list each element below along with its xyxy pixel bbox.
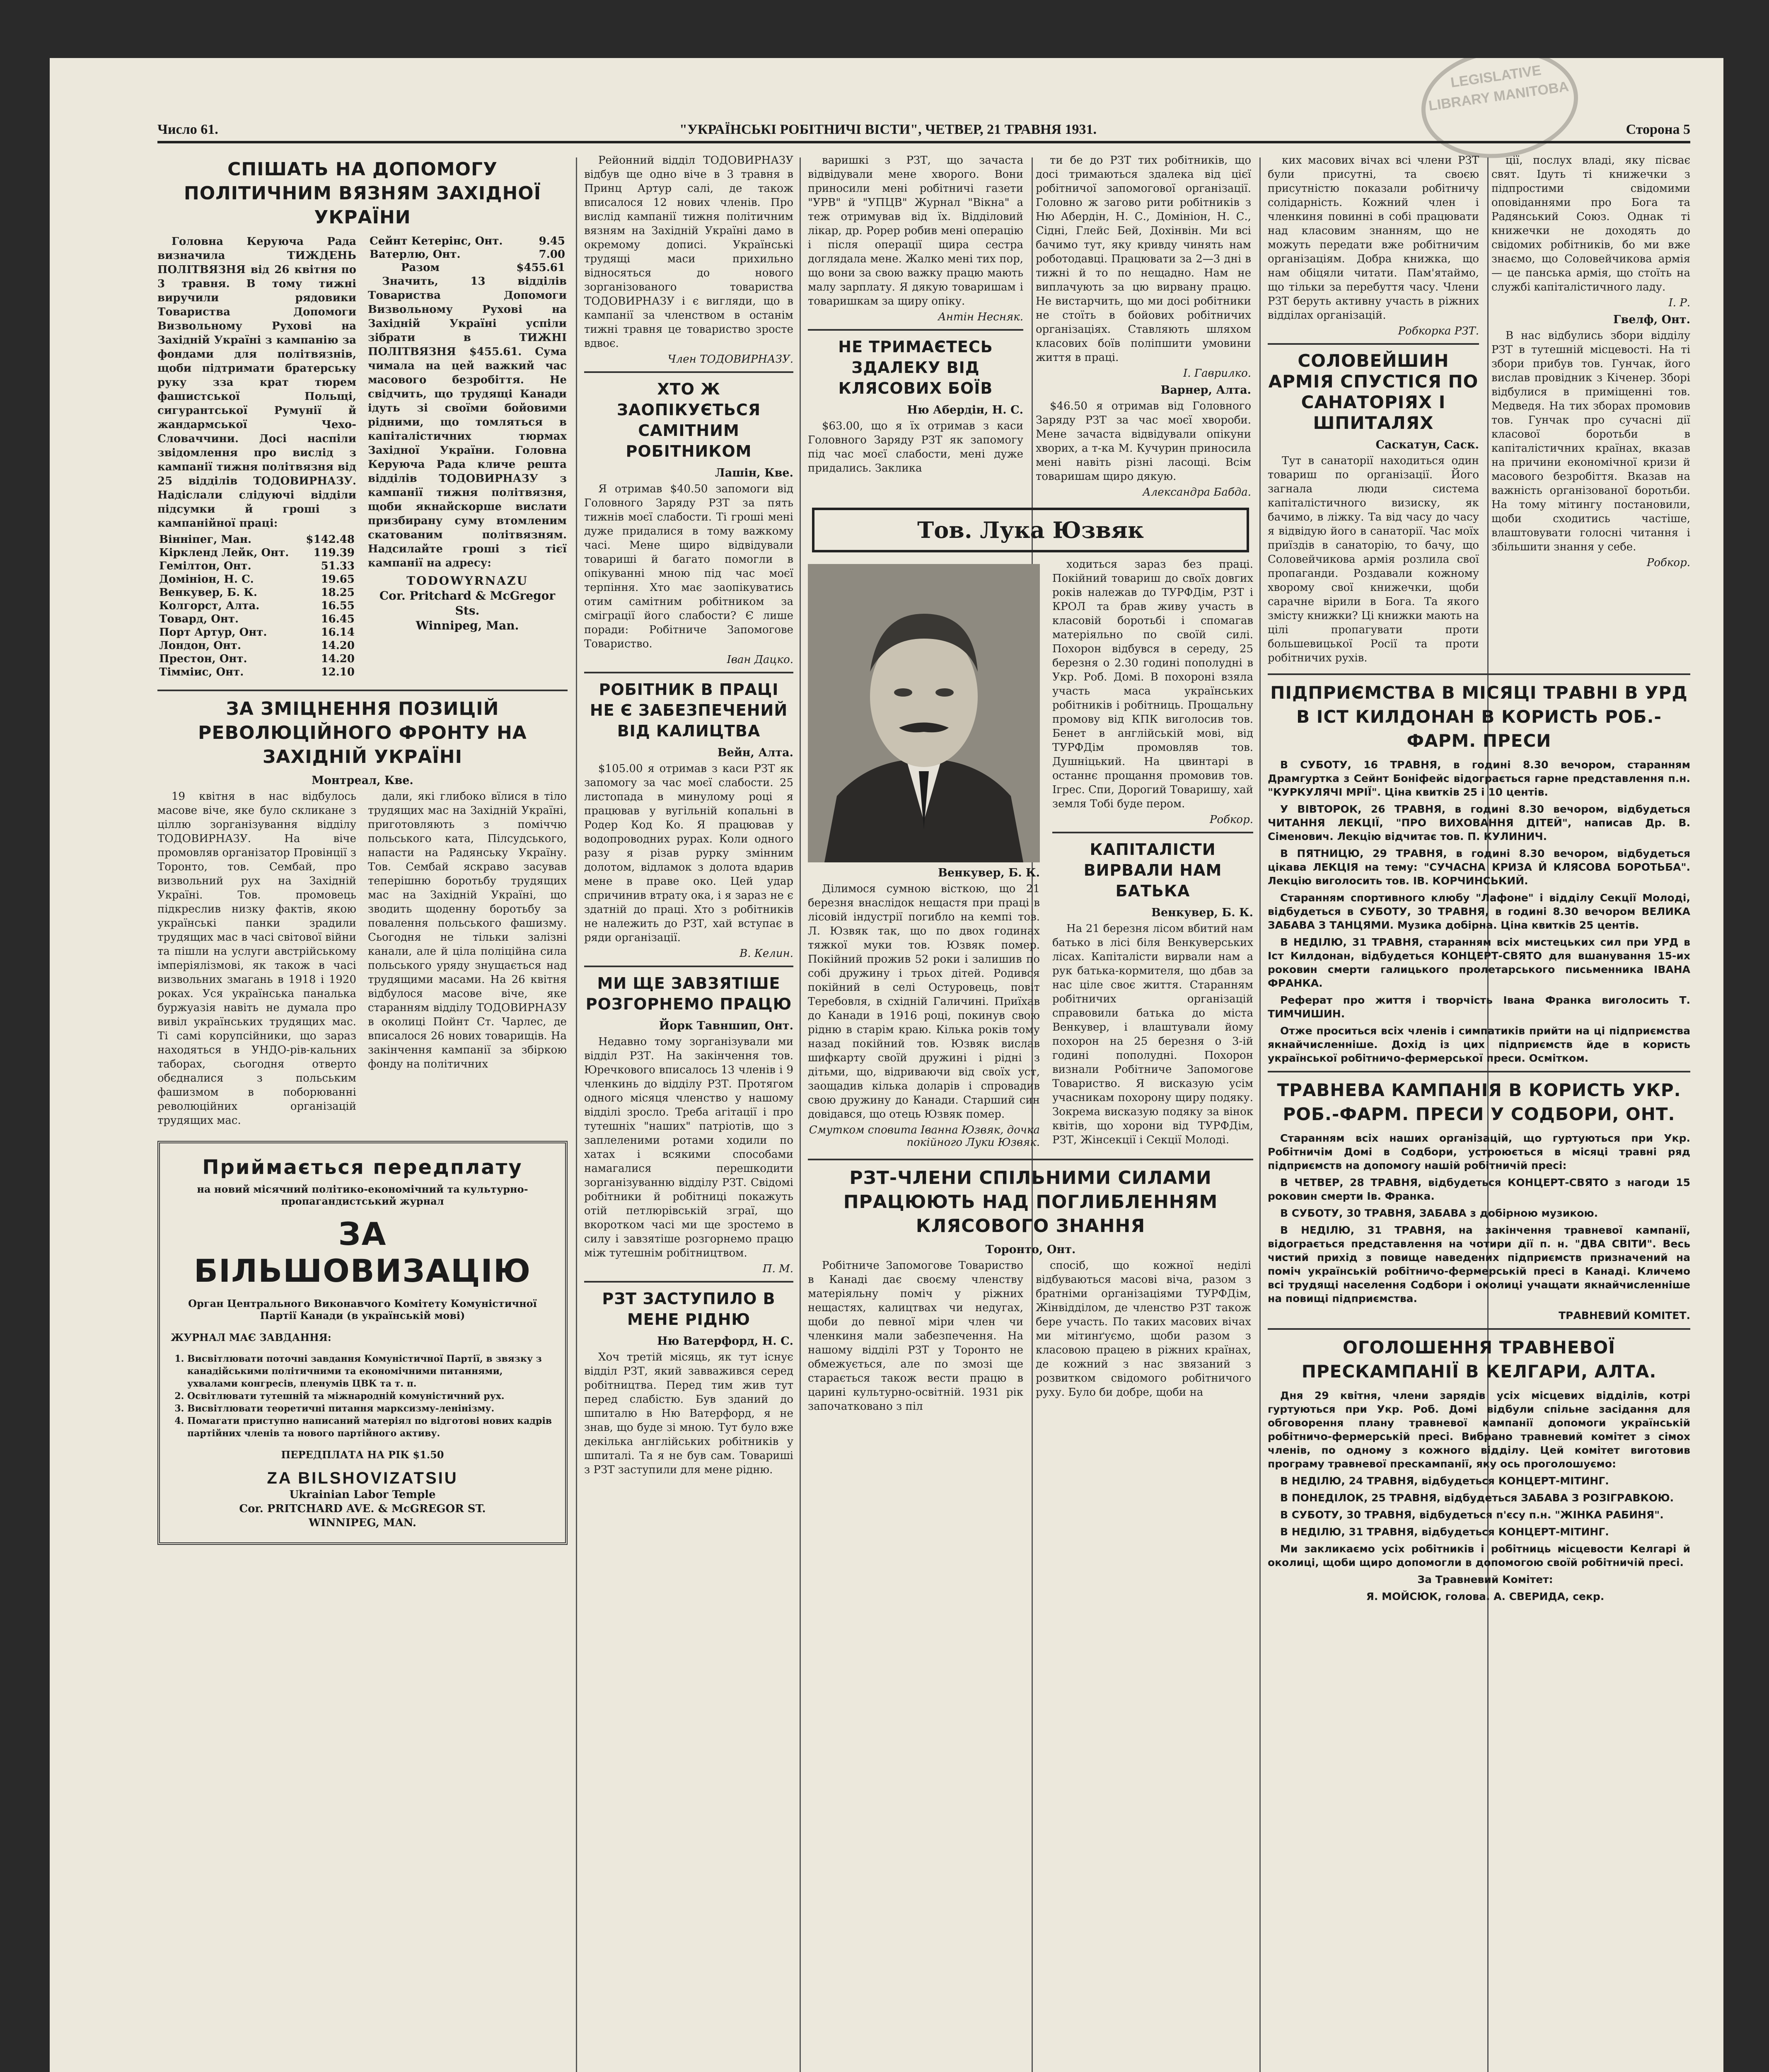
signature: Член ТОДОВИРНАЗУ.	[667, 353, 793, 366]
ad-task: 2. Освітлювати тутешній та міжнародній комуністичний рух.	[187, 1390, 554, 1402]
announcement-line: В ЧЕТВЕР, 28 ТРАВНЯ, відбудеться КОНЦЕРТ-СВЯТО з нагоди 15 роковин смерти Ів. Франка.	[1268, 1176, 1690, 1202]
article-text: Рейонний відділ ТОДОВИРНАЗУ відбув ще одно віче в 3 травня в Принц Артур салі, де також вписалося 12 нових членів. Про вислід кампанії тижня політичним вязням на Західній Україні дамо в окремому дописі. Українські трудящі маси прихильно відносяться до нового зорганізованого товариства ТОДОВИРНАЗУ і є вигляди, що в кампанії за членством в останім тижні травня це товариство зросте вдвоє.	[584, 154, 793, 350]
announcement-line: Ми закликаємо усіх робітників і робітниць місцевости Келгарі й околиці, щоби щиро допомогли в допомогою своїй робітничій пресі.	[1268, 1543, 1690, 1569]
article-text: Значить, 13 відділів Товариства Допомоги Визвольному Рухові на Західній Україні успіли зібрати в ТИЖНІ ПОЛІТВЯЗНЯ $455.61. Сума чимала на цей важкий час масового безробіття. Не свідчить, що трудящі Канади ідуть зі своїми бойовими рідними, що томляться в капіталістичних тюрмах Західної України. Головна Керуюча Рада кличе решта відділів ТОДОВИРНАЗУ з кампанії тижня політвязня, щоби якнайскорше вислати призбирану суму втомленим скатованим політвязням. Надсилайте гроші з тієї кампанії на адресу:	[368, 275, 567, 569]
headline: РОБІТНИК В ПРАЦІ НЕ Є ЗАБЕЗПЕЧЕНИЙ ВІД КАЛИЦТВА	[590, 680, 788, 740]
donation-amount: 119.39	[313, 547, 355, 559]
announcement-line: В НЕДІЛЮ, 31 ТРАВНЯ, старанням всіх мистецьких сил при УРД в Іст Килдонан, відбудеться КОНЦЕРТ-СВЯТО для вшанування 15-их роковин смерти галицького пролетарського письменника ІВАНА ФРАНКА.	[1268, 936, 1690, 989]
article-text: варишкі з РЗТ, що зачаста відвідували мене хворого. Вони приносили мені робітничі газети "УРВ" й "УПЦВ" Журнал "Вікна" а теж отримував від їх. Відділовий лікар, др. Рорер робив мені операцію і після операції щира сестра доглядала мене. Жалко мені тих пор, що вони за свою важку працю мають малу зарплату. Я дякую товаришам і товаришкам за щиру опіку.	[808, 154, 1023, 307]
address-line: Cor. Pritchard & McGregor Sts.	[379, 589, 556, 617]
article-text: Головна Керуюча Рада визначила ТИЖДЕНЬ ПОЛІТВЯЗНЯ від 26 квітня по 3 травня. В тому тижні виручили рядовики Товариства Допомоги Визвольному Рухові на Західній Україні з кампанію за фондами для політвязнів, щоби підтримати братерську руку зза крат тюрем фашистської Польщі, сигурантської Румунії й жандармської Чехо-Словаччини. Досі наспіли звідомлення про вислід з кампанії тижня політвязня від 25 відділів ТОДОВИРНАЗУ. Надіслали слідуючі відділи підсумки й гроші з кампанійної праці:	[157, 235, 356, 530]
donation-amount: 14.20	[321, 653, 355, 665]
signature: Смутком сповита Іванна Юзвяк, дочка покійного Луки Юзвяк.	[809, 1124, 1040, 1149]
signature: Робкорка РЗТ.	[1398, 325, 1479, 337]
article-text: $46.50 я отримав від Головного Заряду РЗТ за час моєї хвороби. Мене зачаста відвідували опікуни хворих, а т-ка М. Кучурин приносила мені навіть різні ласощі. Всім товаришам щиро дякую.	[1036, 400, 1251, 483]
donation-amount: 16.45	[321, 613, 355, 625]
column-rule	[800, 157, 801, 2072]
donation-row	[157, 666, 356, 679]
ad-latin-title: ZA BILSHOVIZATSIU	[267, 1469, 458, 1487]
donation-row	[157, 639, 356, 652]
announcement-line: В СУБОТУ, 16 ТРАВНЯ, в годині 8.30 вечором, старанням Драмгуртка з Сейнт Боніфейс відограється гарне представлення п.н. "КУРКУЛЯЧІ МРІЇ". Ціна квитків 25 і 10 центів.	[1268, 759, 1690, 798]
ad-task: 1. Висвітлювати поточні завдання Комуністичної Партії, в звязку з канадійськими політичними та економічними питаннями, ухвалами конгресів, пленумів ЦВК та т. п.	[187, 1353, 554, 1390]
donation-amount: 9.45	[539, 235, 565, 247]
dateline: Лашін, Кве.	[715, 467, 793, 479]
announcement-line: В НЕДІЛЮ, 24 ТРАВНЯ, відбудеться КОНЦЕРТ-МІТИНГ.	[1280, 1475, 1609, 1487]
ad-journal-org: Орган Центрального Виконавчого Комітету Комуністичної Партії Канади (в українській мові)	[188, 1297, 537, 1322]
announcement-line: В СУБОТУ, 30 ТРАВНЯ, ЗАБАВА з добірною музикою.	[1280, 1207, 1598, 1219]
donation-row	[157, 533, 356, 546]
address-line: Winnipeg, Man.	[416, 619, 519, 632]
newspaper-page	[50, 58, 1723, 2072]
headline: ОГОЛОШЕННЯ ТРАВНЕВОЇ ПРЕСКАМПАНІЇ В КЕЛГАРИ, АЛТА.	[1301, 1337, 1657, 1382]
dateline: Ню Ватерфорд, Н. С.	[657, 1335, 793, 1348]
dateline: Варнер, Алта.	[1160, 384, 1251, 397]
donation-amount: 7.00	[539, 248, 565, 261]
donation-amount: 51.33	[321, 560, 355, 572]
article-text-cont: спосіб, що кожної неділі відбуваються масові віча, разом з братніми організаціями ТУРФДім, Жінвідділом, де членство РЗТ також бере участь. По таких масових вічах ми мітинґуємо, щоби разом з класовою працею в ріжних країнах, де кожний з нас звязаний з розвитком свідомого робітничого руху. Було би добре, щоби на	[1036, 1259, 1251, 1399]
ad-price: ПЕРЕДПЛАТА НА РІК $1.50	[281, 1449, 444, 1461]
donation-amount: 12.10	[321, 666, 355, 678]
dateline: Вейн, Алта.	[717, 746, 793, 759]
ad-task: 3. Висвітлювати теоретичні питання марксизму-ленінізму.	[187, 1402, 554, 1415]
donation-branch: Порт Артур, Онт.	[159, 626, 267, 639]
portrait-image	[808, 564, 1040, 862]
announcement-line: Дня 29 квітня, члени зарядів усіх місцевих відділів, котрі гуртуються при Укр. Роб. Домі відбули спільне засідання для обговорення плану травневої кампанії допомоги українській робітничо-фермерській пресі. Вибрано травневий комітет з сімох членів, по одному з кожного відділу. Цей комітет виготовив програму травневої прескампанії, яку ось проголошуємо:	[1268, 1389, 1690, 1470]
separator	[157, 690, 568, 691]
donation-row	[157, 626, 356, 639]
page-number: Сторона 5	[1626, 122, 1690, 137]
headline: ХТО Ж ЗАОПІКУЄТЬСЯ САМІТНИМ РОБІТНИКОМ	[617, 380, 761, 460]
separator	[808, 1159, 1253, 1160]
announcement-line: Старанням всіх наших організацій, що гуртуються при Укр. Робітничім Домі в Содбори, устроюється в місяці травні ряд підприємств на допомогу нашій робітничій пресі:	[1268, 1132, 1690, 1172]
headline: МИ ЩЕ ЗАВЗЯТІШЕ РОЗГОРНЕМО ПРАЦЮ	[585, 974, 792, 1013]
article-text: В нас відбулись збори відділу РЗТ в тутешній місцевості. На ті збори прибув тов. Гунчак, його вислав провідник з Кіченер. Зборі відбулися в приміщенні тов. Медведя. На тих зборах промовив тов. Гунчак про сучасні дії класової боротьби в капіталістичних країнах, вказав на причини економічної кризи й масового безробіття. Вказав на важність організованої боротьби. На тому мітингу постановили, щоби сходитись частіше, влаштовувати голосні читання і збільшити знання у себе.	[1491, 329, 1690, 553]
dateline: Ню Абердін, Н. С.	[907, 404, 1023, 416]
article-text: Робітниче Запомогове Товариство в Канаді дає своєму членству матеріяльну поміч у ріжних нещастях, калицтвах чи недугах, щоби до певної міри член чи членкиня мали забезпечення. На нашому відділі РЗТ у Торонто не обмежується, але по змозі ще старається також вести працю в царині культурно-освітній. 1931 рік започатковано з піл	[808, 1259, 1023, 1413]
signature: Александра Бабда.	[1143, 486, 1251, 499]
headline: НЕ ТРИМАЄТЕСЬ ЗДАЛЕКУ ВІД КЛЯСОВИХ БОЇВ	[838, 338, 993, 397]
article-text: $105.00 я отримав з каси РЗТ як запомогу за час моєї слабости. 25 листопада в минулому році я працював у вугільній копальні в Родер Код Ко. Я працював у водопроводних рурах. Коли одного разу я різав рурку змінним долотом, відламок з долота вдарив мене в праве око. Цей удар спричинив втрату ока, і я зараз не є здатній до праці. Хто з робітників не належить до РЗТ, хай вступає в ряди організації.	[584, 762, 793, 944]
ad-subheading: на новий місячний політико-економічний та культурно-пропагандистський журнал	[197, 1183, 528, 1207]
donation-amount: 16.14	[321, 626, 355, 639]
dateline: Монтреал, Кве.	[312, 774, 413, 787]
issue-number: Число 61.	[157, 122, 218, 137]
donation-row	[368, 235, 567, 248]
donation-amount: 18.25	[321, 586, 355, 599]
donation-list-cont	[368, 235, 567, 261]
article-text: ції, послух владі, яку пісває свят. Ідуть ті книжечки з підпростими свідомими оповіданнями про Бога та Радянський Союз. Однак ті книжечки не доходять до свідомих робітників, бо ми вже знаємо, що Соловейчикова армія — це панська армія, що стоїть на службі капіталістичного ладу.	[1491, 154, 1690, 293]
donation-row	[157, 546, 356, 559]
announcement-line: ТРАВНЕВИЙ КОМІТЕТ.	[1559, 1310, 1690, 1322]
dateline: Гвелф, Онт.	[1613, 313, 1690, 326]
article-text: Тут в санаторії находиться один товариш по організації. Його загнала люди система капіталістичного визиску, як бачимо, в ліжку. Та від часу до часу я відвідую його в санаторії. Час моїх приїздів в санаторію, то бачу, що Соловейчикова армія розлила свої пропаганди. Роздавали кожному хворому свої книжечки, щоби сарачне вірили в Бога. Та якого змісту книжки? Ці книжки мають на цілі пропагувати проти большевицької Росії та проти робітничих рухів.	[1268, 455, 1479, 664]
headline: РЗТ-ЧЛЕНИ СПІЛЬНИМИ СИЛАМИ ПРАЦЮЮТЬ НАД ПОГЛИБЛЕННЯМ КЛЯСОВОГО ЗНАННЯ	[843, 1167, 1218, 1237]
columns-4-5	[808, 153, 1253, 2072]
announcement-sudbury	[1268, 1078, 1690, 1322]
separator	[584, 672, 793, 673]
separator	[1268, 1071, 1690, 1072]
donation-branch: Вінніпег, Ман.	[159, 533, 252, 546]
announcement-line: Отже проситься всіх членів і симпатиків прийти на ці підприємства якнайчисленніше. Дохід із цих підприємств йде в користь української робітничо-фермерської преси. Осмітком.	[1268, 1025, 1690, 1064]
donation-branch: Сейнт Кетерінс, Онт.	[370, 235, 503, 247]
headline: РЗТ ЗАСТУПИЛО В МЕНЕ РІДНЮ	[602, 1290, 776, 1329]
article-text: ти бе до РЗТ тих робітників, що досі тримаються здалека від цієї робітничої запомогової організації. Головно ж загово рити робітників з Ню Абердін, Н. С., Домініон, Н. С., Сідні, Глейс Бей, Дохінвін. Ми всі бачимо тут, яку кривду чинять нам роботодавці. Працювати за 2—3 дні в тижні й то по нещадно. Нам не виплачують за цю вирвану працю. Не вистарчить, що ми досі робітники не стоїть в бойових робітничих організаціях. Ставляють шляхом класових боїв поліпшити умовини життя в праці.	[1036, 154, 1251, 364]
article-text-cont: дали, які глибоко вїлися в тіло трудящих мас на Західній Україні, приготовляють з поміччю польського ката, Пілсудського, напасти на Радянську Україну. Тов. Сембай яскраво засував теперішню боротьбу трудящих мас на Західній Україні, що зводить щоденну боротьбу за повалення польського фашизму. Сьогодня не тільки залізні канали, але й ціла поліційна сила польського уряду знущається над трудящими масами. На 26 квітня відбулося масове віче, яке старанням відділу ТОДОВИРНАЗУ в околиці Пойнт Ст. Чарлес, де вписалося 26 нових товарищів. На закінчення кампанії за збіркою фонду на політичних	[368, 790, 567, 1070]
ad-task: 4. Помагати приступно написаний матеріял по відготові нових кадрів партійних членів та нового партійного активу.	[187, 1415, 554, 1440]
ad-address: Ukrainian Labor Temple	[289, 1489, 436, 1501]
mailing-address	[368, 574, 567, 633]
headline: КАПІТАЛІСТИ ВИРВАЛИ НАМ БАТЬКА	[1083, 840, 1222, 900]
article-text: Я отримав $40.50 запомоги від Головного Заряду РЗТ за пять тижнів моєї слабости. Ті гроші мені дуже придалися в тому важкому часі. Мене щиро відвідували товариші й багато помогли в опікуванні мною під час моєї терпіння. Хто має заопікуватись отим самітним робітником за сміграції його слабости? Є лише поради: Робітниче Запомогове Товариство.	[584, 483, 793, 650]
article-political-prisoners	[157, 157, 568, 679]
left-columns	[157, 153, 568, 2072]
signature: Антін Несняк.	[938, 311, 1023, 323]
portrait-photo	[808, 564, 1040, 862]
donation-row	[157, 573, 356, 586]
separator	[1268, 343, 1479, 345]
announcement-line: В НЕДІЛЮ, 31 ТРАВНЯ, відбудеться КОНЦЕРТ-МІТИНГ.	[1280, 1526, 1609, 1538]
signature: П. М.	[762, 1263, 793, 1275]
column-3	[584, 153, 793, 2072]
donation-branch: Кіркленд Лейк, Онт.	[159, 547, 289, 559]
headline: ПІДПРИЄМСТВА В МІСЯЦІ ТРАВНІ В УРД В ІСТ КИЛДОНАН В КОРИСТЬ РОБ.-ФАРМ. ПРЕСИ	[1270, 683, 1688, 751]
signature: Робкор.	[1646, 557, 1690, 569]
signature: Робкор.	[1209, 813, 1253, 826]
separator	[1268, 673, 1690, 675]
headline: СПІШАТЬ НА ДОПОМОГУ ПОЛІТИЧНИМ ВЯЗНЯМ ЗАХІДНОЇ УКРАЇНИ	[184, 159, 541, 228]
separator	[584, 1281, 793, 1283]
separator	[1052, 832, 1253, 833]
announcement-line: Старанням спортивного клюбу "Лафоне" і відділу Секції Молоді, відбудеться в СУБОТУ, 30 ТРАВНЯ, в годині 8.30 вечором ВЕЛИКА ЗАБАВА З ТАНЦЯМИ. Музика добірна. Ціна квитків 25 центів.	[1268, 892, 1690, 931]
obituary-banner: Тов. Лука Юзвяк	[812, 508, 1249, 552]
newspaper-title: "УКРАЇНСЬКІ РОБІТНИЧІ ВІСТИ", ЧЕТВЕР, 21 ТРАВНЯ 1931.	[679, 122, 1097, 137]
library-stamp: LEGISLATIVE LIBRARY MANITOBA	[1414, 58, 1585, 168]
dateline: Торонто, Онт.	[985, 1243, 1076, 1256]
separator	[1268, 1328, 1690, 1330]
announcement-line: В СУБОТУ, 30 ТРАВНЯ, відбудеться п'єсу п.н. "ЖІНКА РАБИНЯ".	[1280, 1509, 1664, 1521]
announcement-line: В ПОНЕДІЛОК, 25 ТРАВНЯ, відбудеться ЗАБАВА З РОЗІГРАВКОЮ.	[1280, 1492, 1674, 1504]
announcement-line: В НЕДІЛЮ, 31 ТРАВНЯ, на закінчення травневої кампанії, відограється представлення на чотири дії п. н. "ДВА СВІТИ". Весь чистий прихід з повище наведених підприємств призначений на поміч українській робітничо-фермерській пресі в Канаді. Кличемо всі трудящі населення Содбори і околиці учащати якнайчисленніше на повищі підприємства.	[1268, 1224, 1690, 1305]
total-amount: $455.61	[516, 261, 565, 274]
announcement-line: За Травневий Комітет:	[1417, 1573, 1553, 1585]
ad-tasks-label: ЖУРНАЛ МАЄ ЗАВДАННЯ:	[171, 1331, 331, 1343]
donation-branch: Ватерлю, Онт.	[370, 248, 461, 261]
article-text: Ділимося сумною вісткою, що 21 березня внаслідок нещастя при праці в лісовій індустрії погибло на кемпі тов. Л. Юзвяк так, що по двох годинах тяжкої муки тов. Юзвяк помер. Покійний прожив 52 роки і залишив по собі дружину і трьох дітей. Родився покійний в селі Остуровець, повіт Теребовля, в східній Галичині. Приїхав до Канади в 1916 році, покинув свою рідню в старім краю. Кілька років тому назад покійний тов. Юзвяк вислав шифкарту своїй дружині і рідні з дітьми, що, відриваючи від своїх уст, заощадив кілька доларів і спровадив свою дружину до Канади. Старший син довідався, що отець Юзвяк помер.	[808, 883, 1040, 1121]
announcement-line: В ПЯТНИЦЮ, 29 ТРАВНЯ, в годині 8.30 вечором, відбудеться цікава ЛЕКЦІЯ на тему: "СУЧАСНА КРИЗА Й КЛЯСОВА БОРОТЬБА". Лекцію виголосить тов. ІВ. КОРЧИНСЬКИЙ.	[1268, 847, 1690, 887]
donation-amount: 14.20	[321, 639, 355, 652]
donation-row	[157, 612, 356, 626]
page-header	[157, 116, 1690, 143]
ad-task-list	[171, 1353, 554, 1440]
announcement-line: Я. МОЙСЮК, голова. А. СВЕРИДА, секр.	[1366, 1590, 1605, 1602]
photo-caption: Венкувер, Б. К.	[938, 867, 1040, 879]
donation-total	[368, 261, 567, 274]
separator	[584, 371, 793, 373]
announcement-east-kildonan	[1268, 681, 1690, 1065]
headline: ТРАВНЕВА КАМПАНІЯ В КОРИСТЬ УКР. РОБ.-ФАРМ. ПРЕСИ У СОДБОРИ, ОНТ.	[1277, 1080, 1681, 1124]
article-text: Хоч третій місяць, як тут існує відділ РЗТ, який завважився серед робітництва. Перед тим жив тут перед слабістю. Був зданий до шпиталю в Ню Ватерфорд, я не знав, що буде зі мною. Тут було вже декілька англійських робітників у шпиталі. Та я не був сам. Товариші з РЗТ заступили для мене рідню.	[584, 1351, 793, 1476]
donation-branch: Престон, Онт.	[159, 653, 247, 665]
donation-branch: Товард, Онт.	[159, 613, 239, 625]
donation-list	[157, 533, 356, 679]
subscription-ad	[157, 1141, 568, 1545]
donation-branch: Венкувер, Б. К.	[159, 586, 257, 599]
donation-amount: $142.48	[306, 533, 355, 546]
total-label: Разом	[401, 261, 440, 274]
signature: В. Келин.	[740, 947, 793, 960]
column-rule	[1259, 157, 1261, 2072]
announcement-calgary	[1268, 1336, 1690, 1603]
dateline: Йорк Тавншип, Онт.	[659, 1019, 793, 1032]
ad-journal-title: ЗА БІЛЬШОВИЗАЦІЮ	[193, 1215, 532, 1289]
donation-amount: 16.55	[321, 600, 355, 612]
donation-branch: Тімміис, Онт.	[159, 666, 244, 678]
signature: І. Р.	[1668, 297, 1690, 309]
article-text: ходиться зараз без праці. Покійний товариш до своїх довгих років належав до ТУРФДім, РЗТ і КРОЛ та брав живу участь в класовій боротьбі і спомагав матеріяльно по своїй силі. Похорон відбувся в середу, 25 березня о 2.30 годині пополудні в Укр. Роб. Домі. В похороні взяла участь маса українських робітників і робітниць. Прощальну промову від КПК виголосив тов. Бенет в англійській мові, від ТУРФДім промовляв тов. Душніцький. На цвинтарі в останнє прощання промовив тов. Ігрес. Спи, Дорогий Товаришу, хай земля Тобі буде пером.	[1052, 558, 1253, 810]
signature: Іван Дацко.	[727, 654, 793, 666]
separator	[584, 966, 793, 967]
headline: СОЛОВЕЙШИН АРМІЯ СПУСТІСЯ ПО САНАТОРІЯХ І ШПИТАЛЯХ	[1268, 351, 1479, 433]
donation-row	[157, 652, 356, 666]
article-text: Недавно тому зорганізували ми відділ РЗТ. На закінчення тов. Юречкового вписалось 13 членів і 9 членкинь до відділу РЗТ. Протягом одного місяця членство у нашому відділі зросло. Треба агітації і про тутешніх "наших" патріотів, що з заплеленими ротами ходили по хатах і всякими способами намагалися перешкодити зорганізуванню відділу РЗТ. Свідомі робітники й робітниці покажуть отій петлюрівській зграї, що вкоротком часі ми ще зростемо в силу і завзятіше розгорнемо працю між тутешнім робітництвом.	[584, 1036, 793, 1259]
dateline: Венкувер, Б. К.	[1151, 906, 1253, 919]
ad-heading: Приймається передплату	[202, 1156, 523, 1179]
donation-row	[157, 559, 356, 573]
ad-address: Cor. PRITCHARD AVE. & McGREGOR ST.	[239, 1503, 486, 1515]
donation-branch: Гемілтон, Онт.	[159, 560, 251, 572]
article-text: $63.00, що я їх отримав з каси Головного Заряду РЗТ як запомогу під час моєї слабости, мені дуже придались. Заклика	[808, 420, 1023, 474]
article-text: 19 квітня в нас відбулось масове віче, яке було скликане з ціллю зорганізування відділу ТОДОВИРНАЗУ. На віче промовляв організатор Провінції з Торонто, тов. Сембай, про визвольний рух на Західній Україні. Тов. промовець підкреслив низку фактів, якою українські панки зрадили трудящих мас в часі світової війни та пішли на услуги австрійському імперіялізмові, як також в часі визвольних змагань в 1918 і 1920 роках. Уся українська паналька буржуазія навіть не думала про вивіл українських трудящих мас. Ті самі корупсійники, що зараз находяться в УНДО-рів-кальних таборах, сьогодня отверто обєдналися з польським фашизмом в поборюванні революційних організацій трудящих мас.	[157, 790, 356, 1127]
columns-6-7	[1268, 153, 1690, 2072]
donation-branch: Лондон, Онт.	[159, 639, 242, 652]
signature: І. Гаврилко.	[1183, 367, 1251, 380]
separator	[808, 329, 1023, 331]
address-line: TODOWYRNAZU	[406, 574, 528, 588]
donation-row	[157, 586, 356, 599]
donation-row	[368, 248, 567, 261]
column-rule	[576, 157, 577, 2072]
donation-branch: Домініон, Н. С.	[159, 573, 254, 586]
donation-amount: 19.65	[321, 573, 355, 586]
dateline: Саскатун, Саск.	[1375, 438, 1479, 451]
article-revolutionary-front	[157, 697, 568, 1130]
donation-row	[157, 599, 356, 612]
ad-address: WINNIPEG, MAN.	[309, 1517, 416, 1529]
donation-branch: Колгорст, Алта.	[159, 600, 260, 612]
announcement-line: Реферат про життя і творчість Івана Франка виголосить Т. ТИМЧИШИН.	[1268, 994, 1690, 1020]
announcement-line: У ВІВТОРОК, 26 ТРАВНЯ, в годині 8.30 вечором, відбудеться ЧИТАННЯ ЛЕКЦІЇ, "ПРО ВИХОВАННЯ ДІТЕЙ", написав Др. В. Сіменович. Лекцію відчитає тов. П. КУЛИНИЧ.	[1268, 803, 1690, 842]
headline: ЗА ЗМІЦНЕННЯ ПОЗИЦІЙ РЕВОЛЮЦІЙНОГО ФРОНТУ НА ЗАХІДНІЙ УКРАЇНІ	[198, 698, 527, 767]
article-text: На 21 березня лісом вбитий нам батько в лісі біля Венкуверських лісах. Капіталісти вирвали нам а рук батька-кормителя, що дбав за нас ціле своє життя. Старанням робітничих організацій справовили батька до міста Венкувер, і влаштували йому похорон на 25 березня о 3-ій годині пополудні. Похорон визнали Робітниче Запомогове Товариство. Я висказую усім учасникам похорону щиру подяку. Зокрема висказую подяку за вінок квітів, що хорони від ТУРФДім, РЗТ, Жінсекції і Секції Молоді.	[1052, 922, 1253, 1146]
article-text: ких масових вічах всі члени РЗТ були присутні, та своєю присутністю показали робітничу солідарність. Кожний член і членкиня повинні в собі працювати над класовим знанням, що не можуть передати вже робітничим організаціям. Добра книжка, що нам обіцяли читати. Пам'ятаймо, що тільки за перебуття часу. Члени РЗТ беруть активну участь в ріжних відділах організацій.	[1268, 154, 1479, 322]
